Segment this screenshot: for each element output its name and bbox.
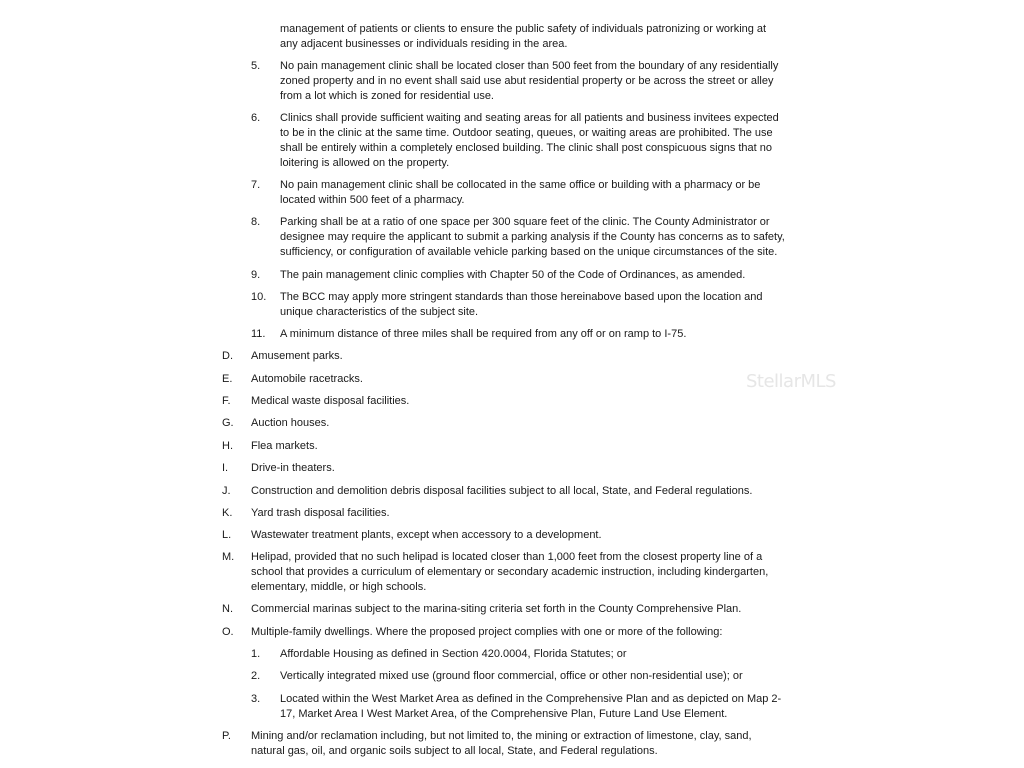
text-line: any adjacent businesses or individuals residing in the area. <box>280 38 568 50</box>
text-line: No pain management clinic shall be collocated in the same office or building with a pharmacy or be <box>280 179 761 191</box>
text-line: from a lot which is zoned for residential use. <box>280 90 494 102</box>
list-marker: M. <box>222 551 235 563</box>
list-marker: 1. <box>251 648 261 660</box>
text-line: located within 500 feet of a pharmacy. <box>280 194 465 206</box>
text-line: management of patients or clients to ensure the public safety of individuals patronizing or working at <box>280 23 767 35</box>
list-marker: 8. <box>251 216 261 228</box>
text-line: loitering is allowed on the property. <box>280 157 450 169</box>
text-line: Helipad, provided that no such helipad is located closer than 1,000 feet from the closest property line of a <box>251 551 763 563</box>
list-marker: 9. <box>251 269 261 281</box>
list-marker: E. <box>222 373 233 385</box>
list-marker: L. <box>222 529 232 541</box>
text-line: 17, Market Area I West Market Area, of the Comprehensive Plan, Future Land Use Element. <box>280 708 728 720</box>
text-line: Multiple-family dwellings. Where the proposed project complies with one or more of the following: <box>251 626 723 638</box>
text-line: Construction and demolition debris disposal facilities subject to all local, State, and Federal regulations. <box>251 485 753 497</box>
text-line: Yard trash disposal facilities. <box>251 507 390 519</box>
list-marker: 5. <box>251 60 261 72</box>
text-line: Automobile racetracks. <box>251 373 363 385</box>
text-line: No pain management clinic shall be located closer than 500 feet from the boundary of any residentially <box>280 60 779 72</box>
text-line: The pain management clinic complies with Chapter 50 of the Code of Ordinances, as amended. <box>280 269 746 281</box>
list-marker: K. <box>222 507 233 519</box>
text-line: Vertically integrated mixed use (ground floor commercial, office or other non-residential use); or <box>280 670 743 682</box>
text-line: Wastewater treatment plants, except when accessory to a development. <box>251 529 602 541</box>
text-line: Drive-in theaters. <box>251 462 335 474</box>
text-line: Medical waste disposal facilities. <box>251 395 410 407</box>
text-line: natural gas, oil, and organic soils subject to all local, State, and Federal regulations. <box>251 745 658 757</box>
list-marker: I. <box>222 462 229 474</box>
text-line: to be in the clinic at the same time. Outdoor seating, queues, or waiting areas are prohibited. The use <box>280 127 773 139</box>
text-line: The BCC may apply more stringent standards than those hereinabove based upon the location and <box>280 291 763 303</box>
text-line: school that provides a curriculum of elementary or secondary academic instruction, including kindergarten, <box>251 566 769 578</box>
text-line: Auction houses. <box>251 417 330 429</box>
text-line: elementary, middle, or high schools. <box>251 581 427 593</box>
list-marker: 6. <box>251 112 261 124</box>
text-line: designee may require the applicant to submit a parking analysis if the County has concerns as to safety, <box>280 231 785 243</box>
list-marker: J. <box>222 485 231 497</box>
list-marker: 11. <box>251 328 266 340</box>
list-marker: H. <box>222 440 233 452</box>
text-line: Mining and/or reclamation including, but not limited to, the mining or extraction of limestone, clay, sand, <box>251 730 752 742</box>
list-marker: 3. <box>251 693 261 705</box>
list-marker: 7. <box>251 179 261 191</box>
list-marker: G. <box>222 417 234 429</box>
text-line: Affordable Housing as defined in Section 420.0004, Florida Statutes; or <box>280 648 627 660</box>
stellarmls-watermark: StellarMLS <box>746 371 836 392</box>
list-marker: 10. <box>251 291 267 303</box>
list-marker: N. <box>222 603 233 615</box>
text-line: zoned property and in no event shall said use abut residential property or be across the street or alley <box>280 75 774 87</box>
text-line: shall be entirely within a completely enclosed building. The clinic shall post conspicuous signs that no <box>280 142 773 154</box>
list-marker: 2. <box>251 670 261 682</box>
text-line: Amusement parks. <box>251 350 343 362</box>
text-line: Flea markets. <box>251 440 318 452</box>
list-marker: O. <box>222 626 234 638</box>
list-marker: F. <box>222 395 231 407</box>
text-line: Clinics shall provide sufficient waiting and seating areas for all patients and business invitees expected <box>280 112 779 124</box>
list-marker: D. <box>222 350 233 362</box>
text-line: Parking shall be at a ratio of one space per 300 square feet of the clinic. The County Administrator or <box>280 216 770 228</box>
text-line: A minimum distance of three miles shall be required from any off or on ramp to I-75. <box>280 328 687 340</box>
text-line: Commercial marinas subject to the marina-siting criteria set forth in the County Comprehensive Plan. <box>251 603 742 615</box>
text-line: unique characteristics of the subject site. <box>280 306 479 318</box>
text-line: Located within the West Market Area as defined in the Comprehensive Plan and as depicted on Map 2- <box>280 693 782 705</box>
list-marker: P. <box>222 730 231 742</box>
text-line: sufficiency, or configuration of available vehicle parking based on the unique circumstances of the site. <box>280 246 778 258</box>
